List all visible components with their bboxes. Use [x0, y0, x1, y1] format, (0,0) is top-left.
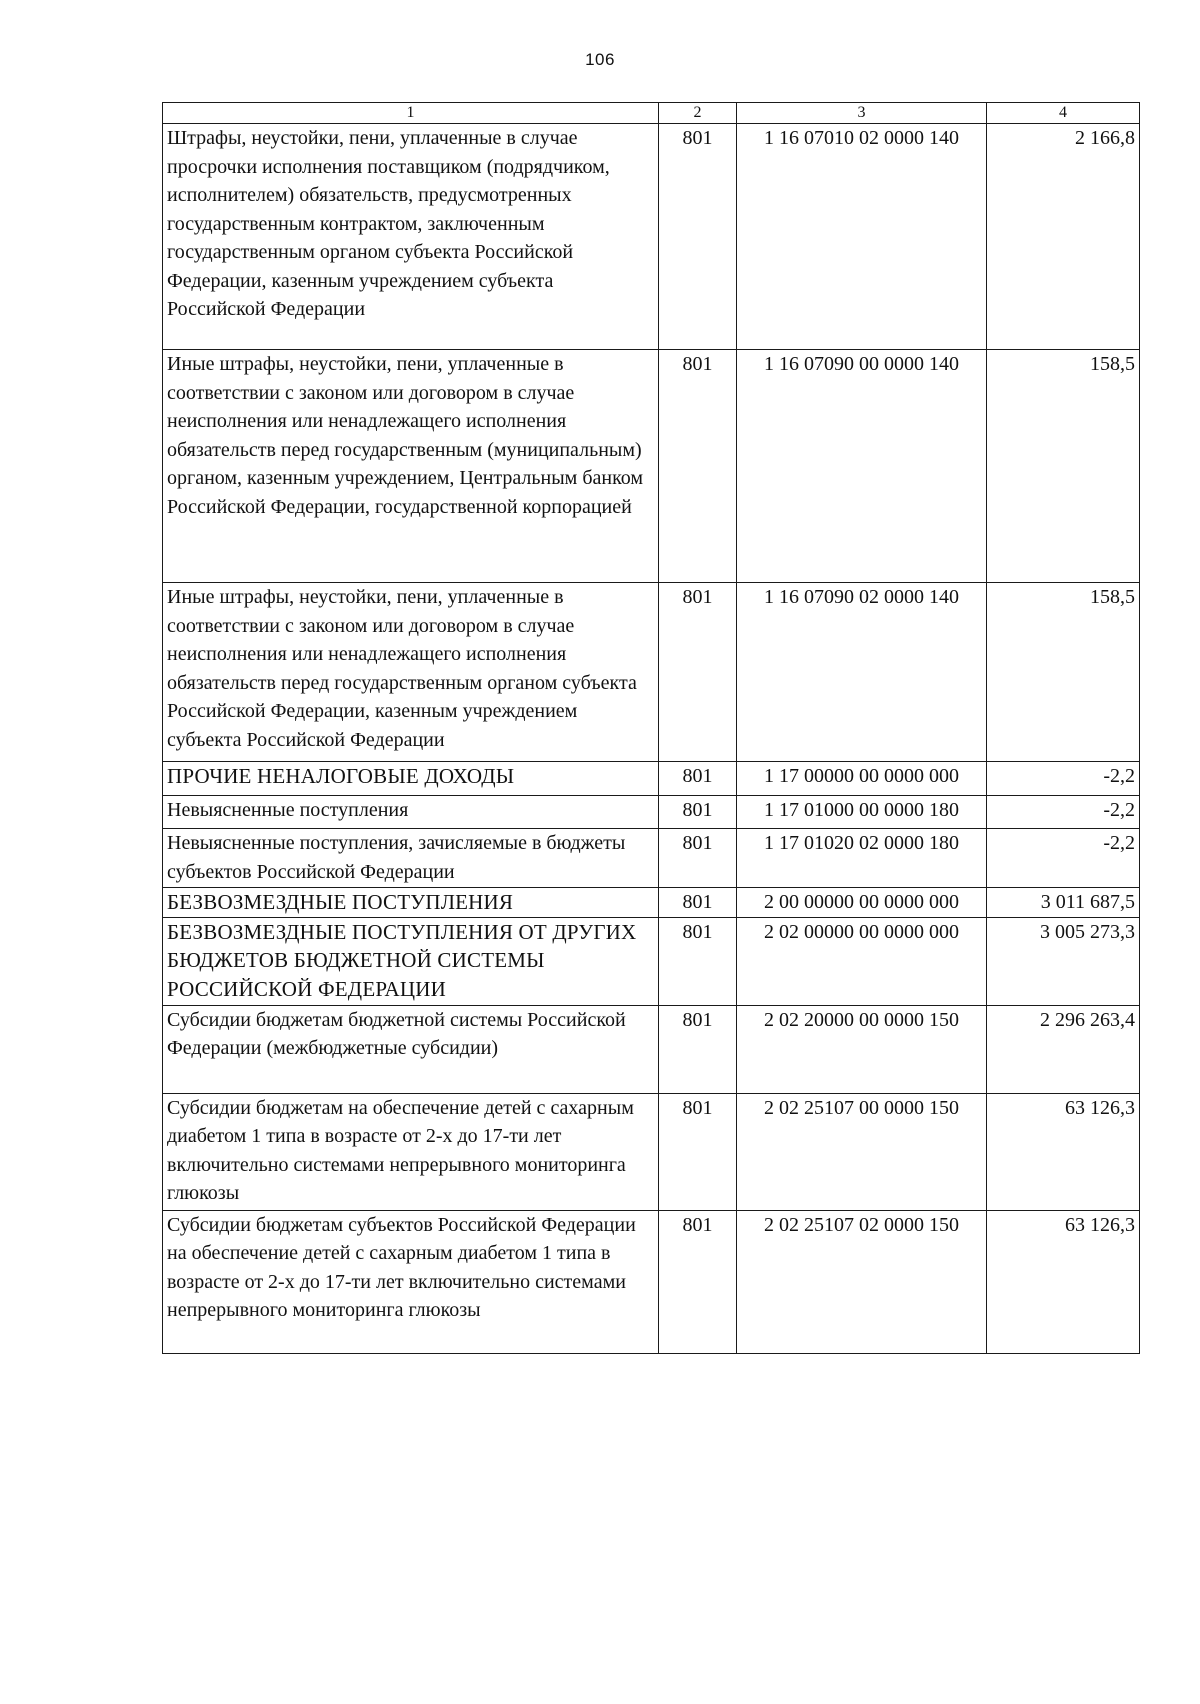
row-description: Невыясненные поступления — [163, 796, 659, 829]
table-row — [163, 350, 1140, 583]
row-amount: 3 011 687,5 — [987, 888, 1140, 918]
table-row — [163, 124, 1140, 350]
row-admin-code: 801 — [659, 1093, 737, 1210]
row-description: Субсидии бюджетам на обеспечение детей с сахарным диабетом 1 типа в возрасте от 2-х до 17-ти лет включительно системами непрерывного мониторинга глюкозы — [163, 1093, 659, 1210]
row-budget-code: 2 02 25107 00 0000 150 — [737, 1093, 987, 1210]
row-amount: 158,5 — [987, 350, 1140, 583]
column-header-description: 1 — [163, 103, 659, 124]
table-row — [163, 829, 1140, 888]
row-description: Иные штрафы, неустойки, пени, уплаченные в соответствии с законом или договором в случае неисполнения или ненадлежащего исполнения обязательств перед государственным органом субъекта Российской Федерации, казенным учреждением субъекта Российской Федерации — [163, 583, 659, 762]
row-budget-code: 2 02 25107 02 0000 150 — [737, 1210, 987, 1353]
row-description: Невыясненные поступления, зачисляемые в бюджеты субъектов Российской Федерации — [163, 829, 659, 888]
table-row — [163, 1005, 1140, 1093]
table-header-row — [163, 103, 1140, 124]
row-amount: 2 296 263,4 — [987, 1005, 1140, 1093]
row-amount: 3 005 273,3 — [987, 917, 1140, 1005]
row-budget-code: 1 17 01020 02 0000 180 — [737, 829, 987, 888]
row-budget-code: 1 16 07090 00 0000 140 — [737, 350, 987, 583]
row-admin-code: 801 — [659, 888, 737, 918]
row-description: Субсидии бюджетам субъектов Российской Федерации на обеспечение детей с сахарным диабетом 1 типа в возрасте от 2-х до 17-ти лет включительно системами непрерывного мониторинга глюкозы — [163, 1210, 659, 1353]
revenue-table — [162, 102, 1140, 1354]
row-admin-code: 801 — [659, 1005, 737, 1093]
row-budget-code: 1 17 01000 00 0000 180 — [737, 796, 987, 829]
row-admin-code: 801 — [659, 917, 737, 1005]
table-row — [163, 1210, 1140, 1353]
row-budget-code: 1 16 07010 02 0000 140 — [737, 124, 987, 350]
row-admin-code: 801 — [659, 583, 737, 762]
row-description: БЕЗВОЗМЕЗДНЫЕ ПОСТУПЛЕНИЯ ОТ ДРУГИХ БЮДЖЕТОВ БЮДЖЕТНОЙ СИСТЕМЫ РОССИЙСКОЙ ФЕДЕРАЦИИ — [163, 917, 659, 1005]
table-row — [163, 917, 1140, 1005]
row-admin-code: 801 — [659, 1210, 737, 1353]
row-amount: -2,2 — [987, 762, 1140, 796]
row-admin-code: 801 — [659, 796, 737, 829]
row-amount: -2,2 — [987, 829, 1140, 888]
row-amount: 63 126,3 — [987, 1093, 1140, 1210]
row-budget-code: 1 17 00000 00 0000 000 — [737, 762, 987, 796]
row-description: ПРОЧИЕ НЕНАЛОГОВЫЕ ДОХОДЫ — [163, 762, 659, 796]
row-description: Штрафы, неустойки, пени, уплаченные в случае просрочки исполнения поставщиком (подрядчиком, исполнителем) обязательств, предусмотренных государственным контрактом, заключенным государственным органом субъекта Российской Федерации, казенным учреждением субъекта Российской Федерации — [163, 124, 659, 350]
row-amount: 158,5 — [987, 583, 1140, 762]
row-admin-code: 801 — [659, 762, 737, 796]
row-amount: 2 166,8 — [987, 124, 1140, 350]
row-amount: 63 126,3 — [987, 1210, 1140, 1353]
row-amount: -2,2 — [987, 796, 1140, 829]
row-budget-code: 2 02 20000 00 0000 150 — [737, 1005, 987, 1093]
table-row — [163, 583, 1140, 762]
row-budget-code: 1 16 07090 02 0000 140 — [737, 583, 987, 762]
row-budget-code: 2 00 00000 00 0000 000 — [737, 888, 987, 918]
table-row — [163, 796, 1140, 829]
table-row — [163, 888, 1140, 918]
row-description: Иные штрафы, неустойки, пени, уплаченные в соответствии с законом или договором в случае неисполнения или ненадлежащего исполнения обязательств перед государственным (муниципальным) органом, казенным учреждением, Центральным банком Российской Федерации, государственной корпорацией — [163, 350, 659, 583]
row-admin-code: 801 — [659, 350, 737, 583]
row-admin-code: 801 — [659, 124, 737, 350]
table-row — [163, 1093, 1140, 1210]
column-header-amount: 4 — [987, 103, 1140, 124]
row-description: БЕЗВОЗМЕЗДНЫЕ ПОСТУПЛЕНИЯ — [163, 888, 659, 918]
column-header-admin: 2 — [659, 103, 737, 124]
row-admin-code: 801 — [659, 829, 737, 888]
row-budget-code: 2 02 00000 00 0000 000 — [737, 917, 987, 1005]
table-row — [163, 762, 1140, 796]
column-header-code: 3 — [737, 103, 987, 124]
row-description: Субсидии бюджетам бюджетной системы Российской Федерации (межбюджетные субсидии) — [163, 1005, 659, 1093]
page-number: 106 — [585, 50, 615, 69]
